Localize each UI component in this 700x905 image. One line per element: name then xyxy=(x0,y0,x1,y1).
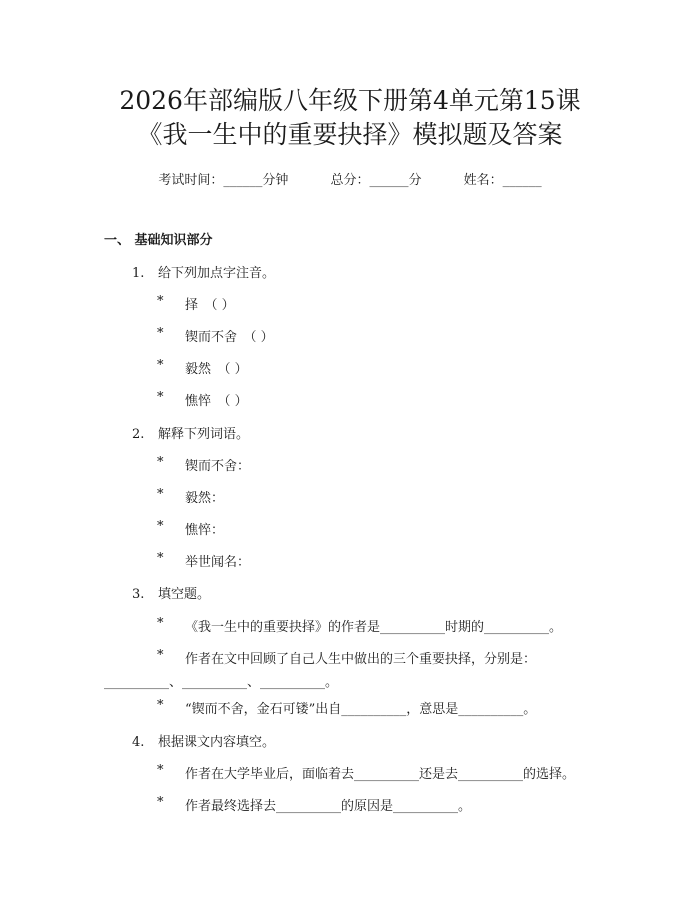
question-text: 给下列加点字注音。 xyxy=(158,266,276,281)
question-number: 3. xyxy=(132,587,145,602)
exam-score: 总分：______分 xyxy=(330,173,422,188)
list-item: 锲而不舍： xyxy=(185,459,251,474)
list-item: 作者在文中回顾了自己人生中做出的三个重要抉择，分别是： xyxy=(185,652,537,667)
exam-meta xyxy=(0,169,700,188)
document-title-line2: 《我一生中的重要抉择》模拟题及答案 xyxy=(137,120,563,149)
list-item: 锲而不舍 （ ） xyxy=(185,330,274,345)
list-item: 毅然： xyxy=(185,491,225,506)
list-item: 憔悴 （ ） xyxy=(185,394,248,409)
question-2 xyxy=(132,423,249,442)
bullet-icon: * xyxy=(157,294,164,309)
question-3 xyxy=(132,583,210,602)
question-text: 根据课文内容填空。 xyxy=(158,735,276,750)
bullet-icon: * xyxy=(157,519,164,534)
exam-name: 姓名：______ xyxy=(463,173,542,188)
list-item: 择 （ ） xyxy=(185,298,235,313)
list-item: 作者最终选择去__________的原因是__________。 xyxy=(185,799,472,814)
bullet-icon: * xyxy=(157,455,164,470)
bullet-icon: * xyxy=(157,698,164,713)
exam-time: 考试时间：______分钟 xyxy=(158,173,289,188)
question-text: 解释下列词语。 xyxy=(158,427,250,442)
document-title-line1: 2026年部编版八年级下册第4单元第15课 xyxy=(119,86,581,115)
bullet-icon: * xyxy=(157,358,164,373)
list-item: 毅然 （ ） xyxy=(185,362,248,377)
bullet-icon: * xyxy=(157,616,164,631)
question-4 xyxy=(132,731,275,750)
list-item: 作者在大学毕业后，面临着去__________还是去__________的选择。 xyxy=(185,767,576,782)
bullet-icon: * xyxy=(157,795,164,810)
section-heading: 一、 基础知识部分 xyxy=(104,233,213,248)
question-number: 4. xyxy=(132,735,145,750)
list-item: “锲而不舍，金石可镂”出自__________，意思是__________。 xyxy=(185,702,537,717)
question-number: 1. xyxy=(132,266,145,281)
question-text: 填空题。 xyxy=(158,587,211,602)
bullet-icon: * xyxy=(157,648,164,663)
question-1 xyxy=(132,262,275,281)
bullet-icon: * xyxy=(157,326,164,341)
bullet-icon: * xyxy=(157,763,164,778)
bullet-icon: * xyxy=(157,487,164,502)
list-item-continuation: __________、__________、__________。 xyxy=(104,675,339,690)
question-number: 2. xyxy=(132,427,145,442)
list-item: 憔悴： xyxy=(185,523,225,538)
list-item: 举世闻名： xyxy=(185,555,251,570)
bullet-icon: * xyxy=(157,551,164,566)
list-item: 《我一生中的重要抉择》的作者是__________时期的__________。 xyxy=(185,620,563,635)
bullet-icon: * xyxy=(157,390,164,405)
